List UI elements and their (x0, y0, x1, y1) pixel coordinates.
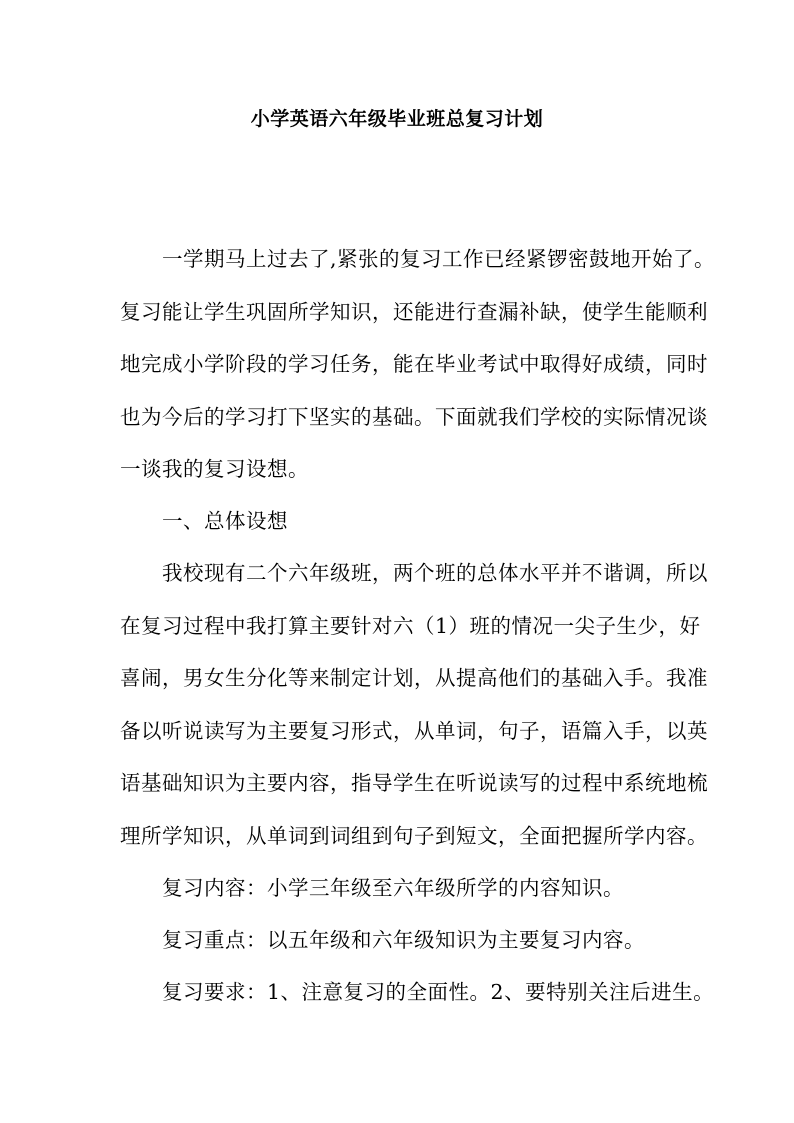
review-requirements-text: 复习要求：1、注意复习的全面性。2、要特别关注后进生。 (162, 980, 715, 1004)
review-content-paragraph (120, 862, 676, 915)
section-heading (120, 495, 676, 548)
intro-line: 一学期马上过去了,紧张的复习工作已经紧锣密鼓地开始了。 (162, 247, 716, 271)
review-requirements-paragraph (120, 966, 715, 1019)
plan-line: 语基础知识为主要内容，指导学生在听说读写的过程中系统地梳 (120, 771, 708, 795)
intro-line: 一谈我的复习设想。 (120, 457, 309, 481)
intro-paragraph (120, 233, 716, 496)
document-title: 小学英语六年级毕业班总复习计划 (250, 108, 544, 130)
plan-line: 备以听说读写为主要复习形式，从单词，句子，语篇入手，以英 (120, 718, 708, 743)
intro-line: 复习能让学生巩固所学知识，还能进行查漏补缺，使学生能顺利 (120, 299, 708, 324)
review-content-text: 复习内容：小学三年级至六年级所学的内容知识。 (162, 876, 624, 900)
plan-line: 在复习过程中我打算主要针对六（1）班的情况一尖子生少，好 (120, 613, 701, 638)
intro-line: 也为今后的学习打下坚实的基础。下面就我们学校的实际情况谈 (120, 404, 708, 429)
plan-paragraph (120, 547, 708, 862)
plan-line: 喜闹，男女生分化等来制定计划，从提高他们的基础入手。我准 (120, 666, 708, 690)
plan-line: 我校现有二个六年级班，两个班的总体水平并不谐调，所以 (162, 561, 708, 585)
review-focus-paragraph (120, 914, 676, 967)
intro-line: 地完成小学阶段的学习任务，能在毕业考试中取得好成绩，同时 (120, 352, 708, 376)
review-focus-text: 复习重点：以五年级和六年级知识为主要复习内容。 (162, 928, 645, 952)
section-heading-text: 一、总体设想 (162, 509, 288, 533)
plan-line: 理所学知识，从单词到词组到句子到短文，全面把握所学内容。 (120, 823, 708, 848)
